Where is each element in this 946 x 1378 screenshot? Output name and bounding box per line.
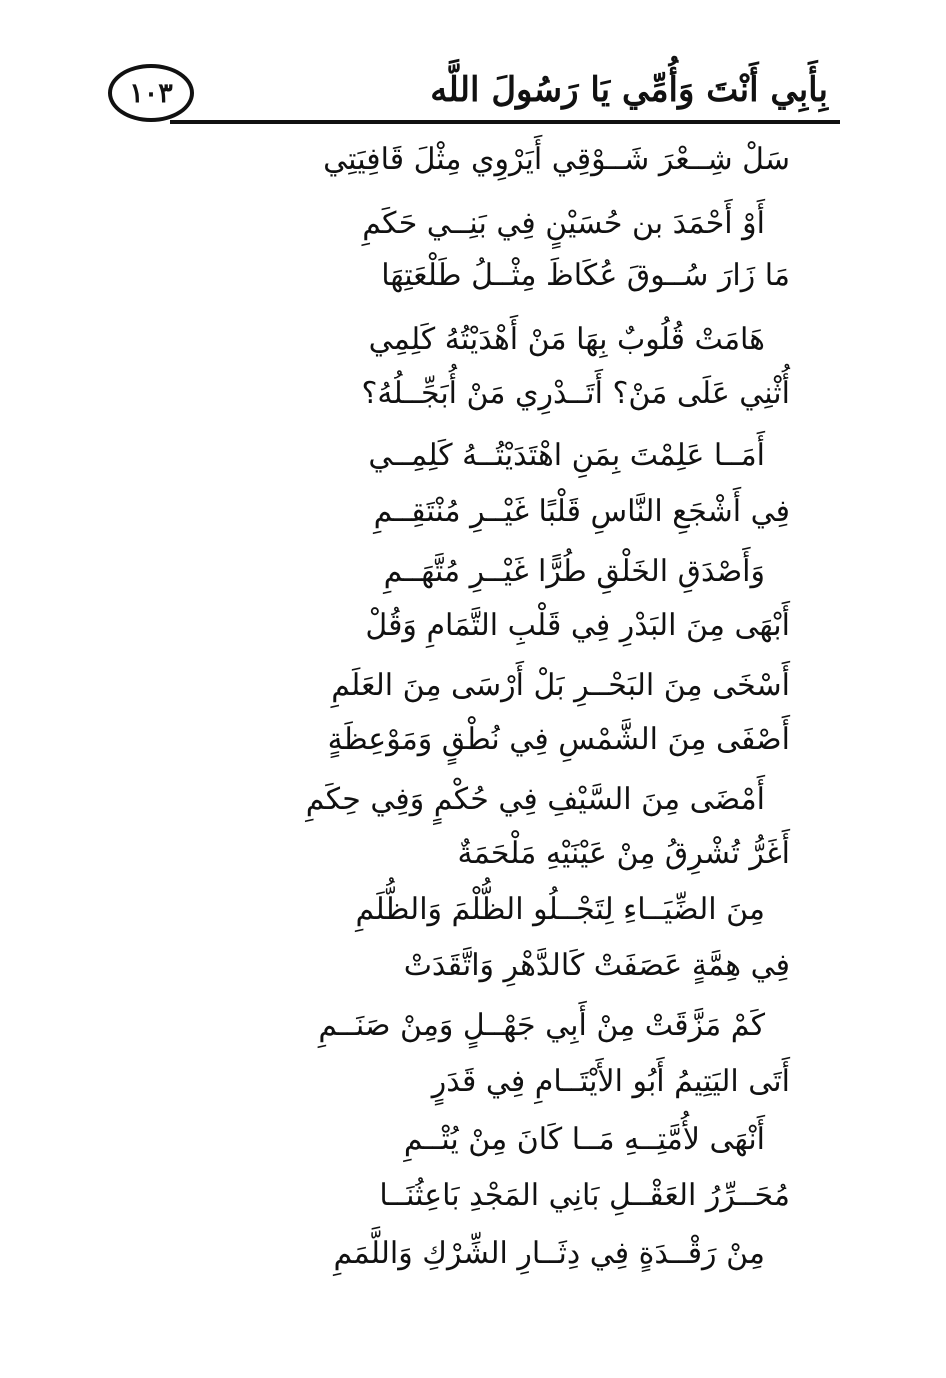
verse-line-13: أَغَرُّ تُشْرِقُ مِنْ عَيْنَيْهِ مَلْحَمَةٌ	[457, 836, 790, 871]
verse-line-19: مُحَــرِّرُ العَقْــلِ بَانِي المَجْدِ بَاعِثُنَــا	[379, 1178, 790, 1213]
verse-line-14: مِنَ الضِّيَــاءِ لِتَجْــلُو الظُّلْمَ وَالظُّلَمِ	[355, 892, 765, 927]
verse-line-9: أَبْهَى مِنَ البَدْرِ فِي قَلْبِ التَّمَامِ وَقُلْ	[365, 608, 790, 643]
verse-line-3: مَا زَارَ سُــوقَ عُكَاظَ مِثْــلُ طَلْعَتِهَا	[381, 258, 790, 293]
page-number: ١٠٣	[108, 64, 194, 122]
verse-line-16: كَمْ مَزَّقَتْ مِنْ أَبِي جَهْــلٍ وَمِنْ صَنَــمِ	[318, 1008, 765, 1043]
verse-line-18: أَنْهَى لأُمَّتِــهِ مَــا كَانَ مِنْ يُتْــمِ	[403, 1122, 765, 1157]
verse-line-12: أَمْضَى مِنَ السَّيْفِ فِي حُكْمٍ وَفِي حِكَمِ	[305, 782, 765, 817]
running-title: بِأَبِي أَنْتَ وَأُمِّي يَا رَسُولَ اللَّه	[430, 70, 828, 110]
verse-line-1: سَلْ شِــعْرَ شَــوْقِي أَيَرْوِي مِثْلَ قَافِيَتِي	[323, 142, 790, 177]
verse-line-4: هَامَتْ قُلُوبٌ بِهَا مَنْ أَهْدَيْتُهُ كَلِمِي	[368, 322, 765, 357]
header-rule	[170, 120, 840, 124]
verse-line-7: فِي أَشْجَعِ النَّاسِ قَلْبًا غَيْــرِ مُنْتَقِــمِ	[373, 494, 790, 529]
verse-line-2: أَوْ أَحْمَدَ بن حُسَيْنٍ فِي بَنِــي حَكَمِ	[362, 206, 765, 241]
verse-line-17: أَتَى اليَتِيمُ أَبُو الأَيْتَــامِ فِي قَدَرٍ	[431, 1064, 790, 1099]
page-header	[100, 62, 840, 126]
verse-line-8: وَأَصْدَقِ الخَلْقِ طُرًّا غَيْــرِ مُتَّهَــمِ	[383, 554, 765, 589]
verse-line-20: مِنْ رَقْــدَةٍ فِي دِثَــارِ الشِّرْكِ وَاللَّمَمِ	[333, 1236, 765, 1271]
verse-line-10: أَسْخَى مِنَ البَحْــرِ بَلْ أَرْسَى مِنَ العَلَمِ	[331, 668, 790, 703]
verse-line-15: فِي هِمَّةٍ عَصَفَتْ كَالدَّهْرِ وَاتَّقَدَتْ	[403, 948, 790, 983]
verse-line-11: أَصْفَى مِنَ الشَّمْسِ فِي نُطْقٍ وَمَوْعِظَةٍ	[327, 722, 790, 757]
verse-line-5: أُثْنِي عَلَى مَنْ؟ أَتَــدْرِي مَنْ أُبَجِّــلُهُ؟	[361, 376, 790, 411]
verse-line-6: أَمَــا عَلِمْتَ بِمَنِ اهْتَدَيْتُــهُ كَلِمِــي	[368, 438, 765, 473]
